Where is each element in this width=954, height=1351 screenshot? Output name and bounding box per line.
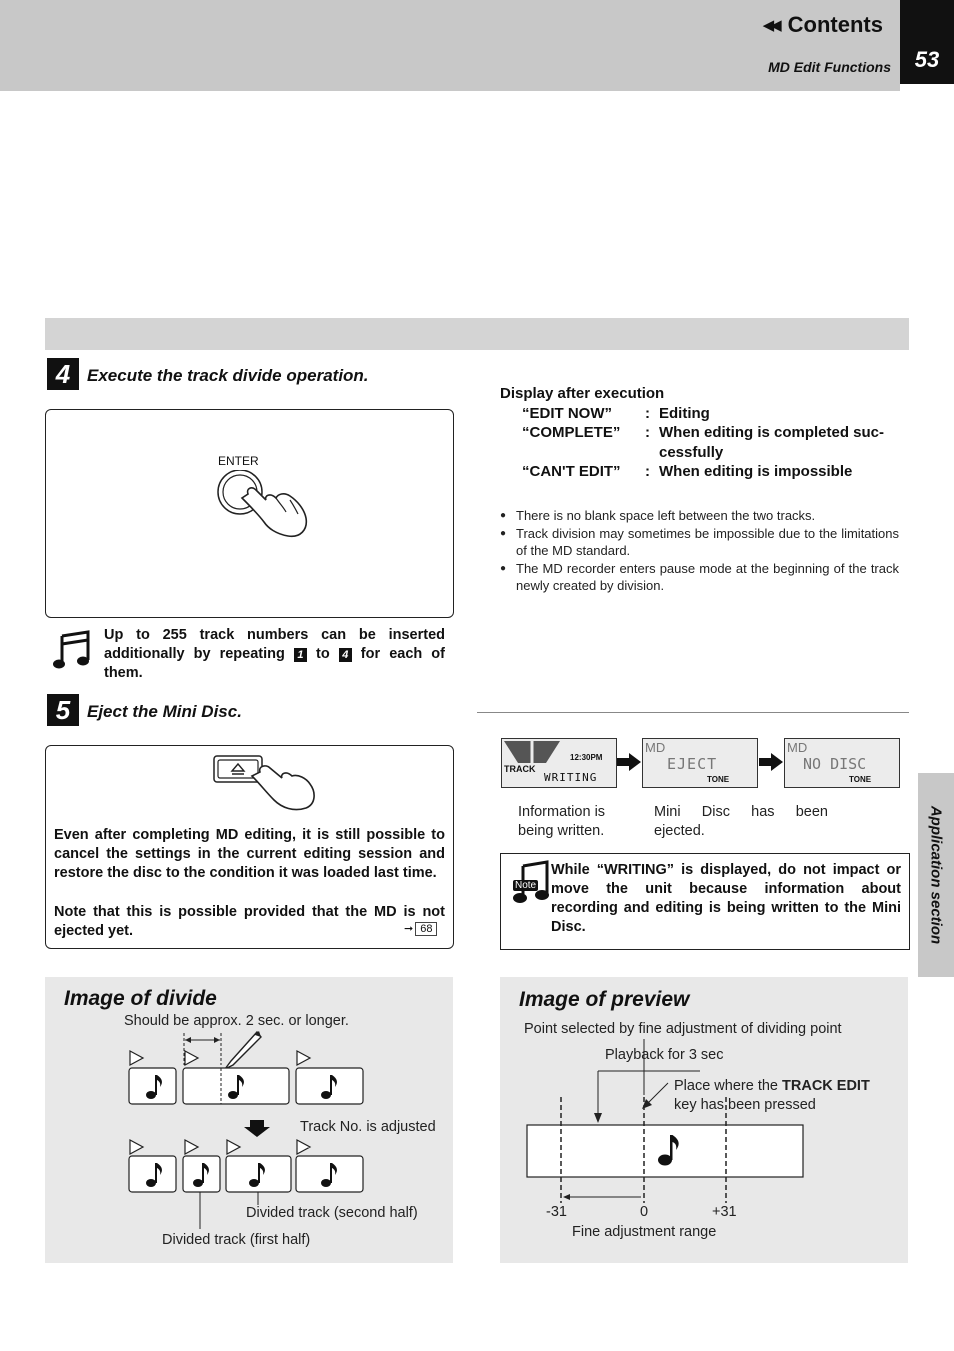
music-note-icon xyxy=(52,630,92,670)
eject-panel xyxy=(45,745,454,949)
lcd-no-disc: MD NO DISC TONE xyxy=(784,738,900,788)
fine-adjust-range-label: Fine adjustment range xyxy=(572,1224,717,1240)
enter-button-hand-icon xyxy=(206,470,316,546)
step-ref-start: 1 xyxy=(294,648,307,662)
lcd-writing: TRACK 12:30PM WRITING xyxy=(501,738,617,788)
step-5-number: 5 xyxy=(47,694,79,726)
note-badge: Note xyxy=(515,880,537,891)
track-adjusted-label: Track No. is adjusted xyxy=(300,1119,436,1135)
lcd-caption-ejected: Mini Disc has been ejected. xyxy=(654,804,828,839)
contents-label: Contents xyxy=(787,12,883,37)
eject-button-hand-icon xyxy=(212,754,322,818)
image-divide-title: Image of divide xyxy=(64,987,217,1010)
side-tab: Application section xyxy=(918,773,954,977)
lcd-eject: MD EJECT TONE xyxy=(642,738,758,788)
zero-label: 0 xyxy=(640,1204,649,1220)
lcd-caption-writing: Information is being written. xyxy=(518,804,606,839)
notes-list xyxy=(500,507,899,595)
plus-31-label: +31 xyxy=(712,1204,737,1220)
contents-link[interactable] xyxy=(763,12,883,38)
display-after-execution xyxy=(500,384,909,482)
section-bar xyxy=(45,318,909,350)
caution-box xyxy=(500,853,910,950)
divide-hint: Should be approx. 2 sec. or longer. xyxy=(124,1013,349,1029)
caution-text: While “WRITING” is displayed, do not impact or move the unit because information about recording and editing is being written to the Mini Disc. xyxy=(551,862,901,935)
track-edit-place-label: Place where the TRACK EDIT key has been pressed xyxy=(674,1078,870,1113)
enter-illustration-panel xyxy=(45,409,454,618)
first-half-label: Divided track (first half) xyxy=(162,1232,311,1248)
cancel-edit-text: Even after completing MD editing, it is still possible to cancel the settings in the current editing session and restore the disc to the condition it was loaded last time. xyxy=(54,827,445,881)
image-of-divide-panel xyxy=(45,977,453,1263)
page-reference[interactable]: ➞ 68 xyxy=(404,922,437,935)
step-ref-end: 4 xyxy=(339,648,352,662)
step-5-title: Eject the Mini Disc. xyxy=(87,702,242,721)
divider xyxy=(477,712,909,713)
list-item: ● Track division may sometimes be impossible due to the limitations of the MD standard. xyxy=(500,525,899,559)
list-item: ● The MD recorder enters pause mode at the beginning of the track newly created by division. xyxy=(500,560,899,594)
display-row: “EDIT NOW” : Editing xyxy=(522,404,710,422)
image-preview-title: Image of preview xyxy=(519,988,690,1011)
arrow-right-icon xyxy=(617,753,641,771)
step-4-number: 4 xyxy=(47,358,79,390)
repeat-note: Up to 255 track numbers can be inserted additionally by repeating 1 to 4 for each of them. xyxy=(104,627,445,681)
preview-diagram xyxy=(500,977,908,1263)
playback-label: Playback for 3 sec xyxy=(605,1047,724,1063)
image-of-preview-panel xyxy=(500,977,908,1263)
arrow-right-icon xyxy=(759,753,783,771)
step-4-title: Execute the track divide operation. xyxy=(87,366,369,385)
point-selected-label: Point selected by fine adjustment of dividing point xyxy=(524,1021,842,1037)
display-row: “CAN'T EDIT” : When editing is impossible xyxy=(522,463,853,480)
arrow-right-icon: ➞ xyxy=(404,923,414,935)
list-item: ● There is no blank space left between the two tracks. xyxy=(500,507,899,524)
display-heading: Display after execution xyxy=(500,385,665,402)
section-label: MD Edit Functions xyxy=(768,59,891,75)
not-ejected-text: Note that this is possible provided that the MD is not ejected yet. xyxy=(54,904,445,939)
page-number: 53 xyxy=(900,0,954,84)
enter-label: ENTER xyxy=(218,454,259,468)
second-half-label: Divided track (second half) xyxy=(246,1205,418,1221)
disc-segment-icon xyxy=(502,739,562,767)
display-row: “COMPLETE” : When editing is completed suc-cessfully xyxy=(522,424,885,461)
rewind-icon: ◀◀ xyxy=(762,17,778,34)
minus-31-label: -31 xyxy=(546,1204,567,1220)
